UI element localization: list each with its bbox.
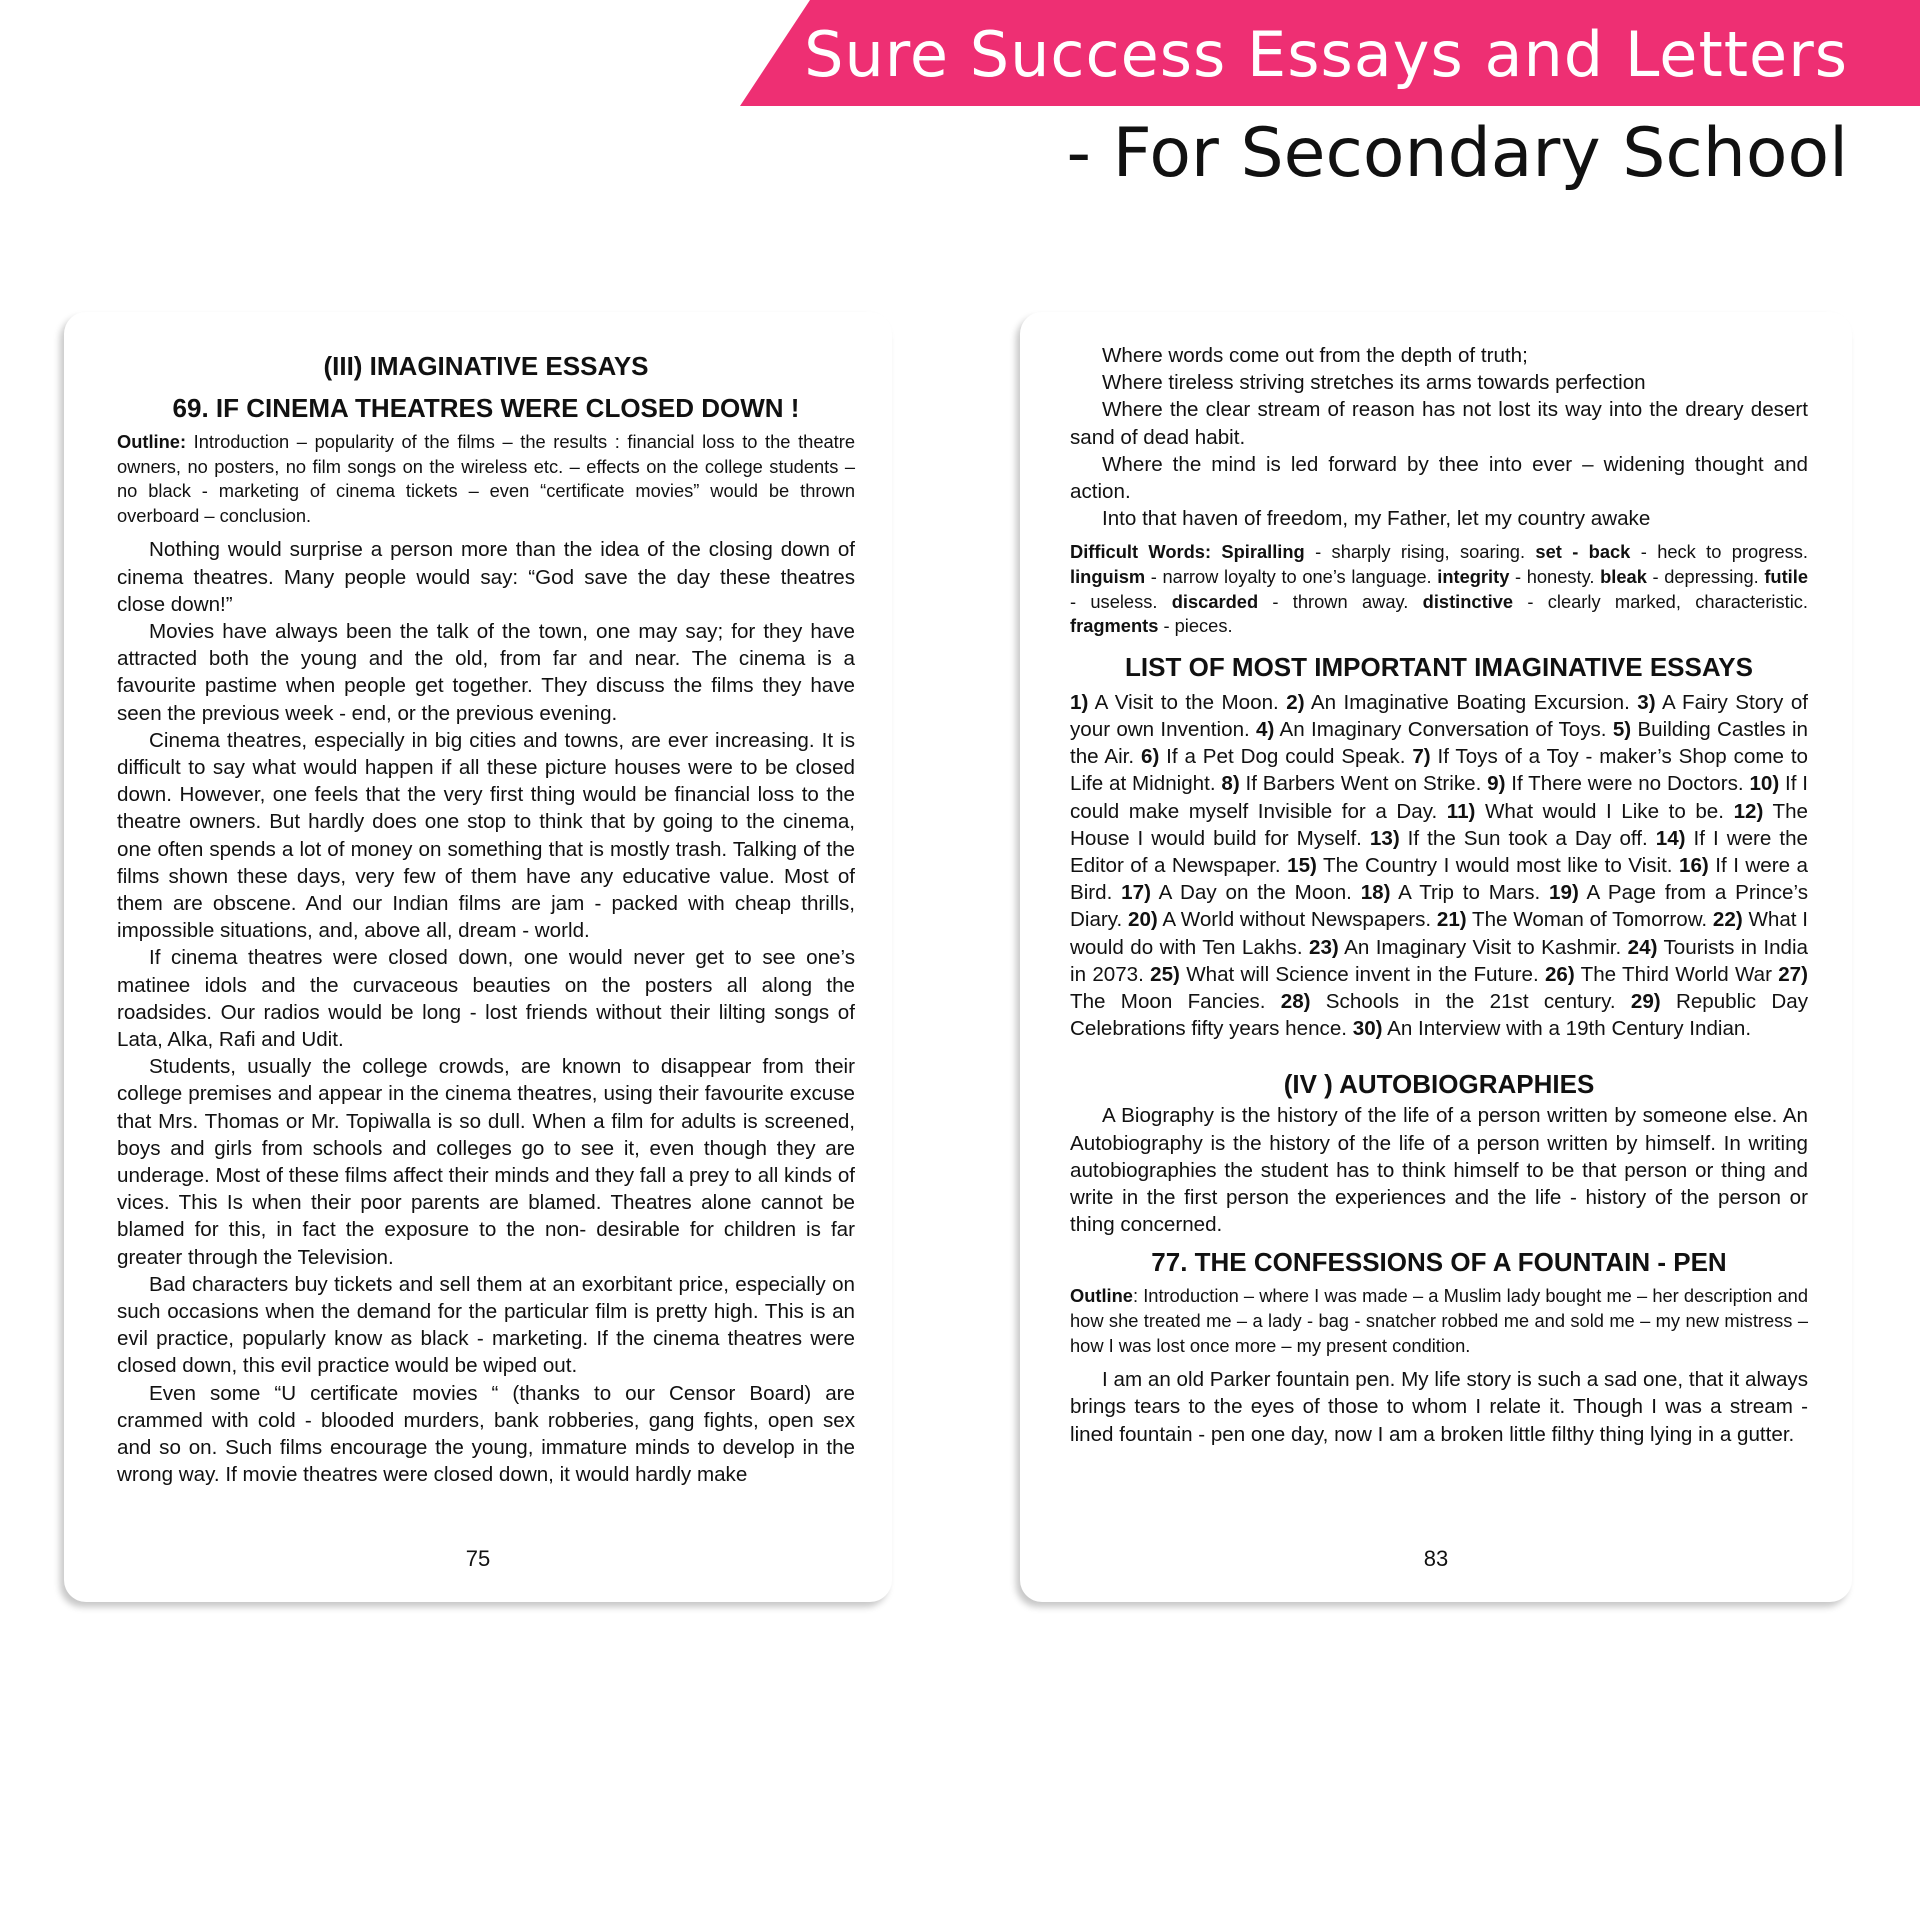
list-item: The Third World War bbox=[1574, 962, 1779, 986]
list-item: If Barbers Went on Strike. bbox=[1239, 772, 1488, 796]
list-item: Building Castles in the Air. bbox=[1070, 718, 1809, 769]
list-number: 2) bbox=[1286, 690, 1305, 714]
list-item: If There were no Doctors. bbox=[1505, 772, 1750, 796]
list-item: An Imaginative Boating Excursion. bbox=[1304, 690, 1638, 714]
right-page bbox=[1020, 312, 1852, 1602]
list-number: 24) bbox=[1627, 935, 1658, 959]
list-item: What would I Like to be. bbox=[1475, 799, 1734, 823]
list-number: 23) bbox=[1309, 935, 1339, 959]
difficult-word-meaning: - clearly marked, characteristic. bbox=[1513, 590, 1808, 612]
left-page-content bbox=[117, 342, 855, 1488]
difficult-word-meaning: - sharply rising, soaring. bbox=[1304, 541, 1536, 563]
list-number: 21) bbox=[1436, 908, 1467, 932]
list-number: 28) bbox=[1280, 990, 1311, 1014]
essay-title: 77. THE CONFESSIONS OF A FOUNTAIN - PEN bbox=[1151, 1247, 1727, 1278]
list-item: If a Pet Dog could Speak. bbox=[1159, 745, 1413, 769]
list-number: 22) bbox=[1712, 908, 1743, 932]
outline-label: Outline bbox=[1070, 1285, 1133, 1307]
list-item: An Imaginary Conversation of Toys. bbox=[1274, 718, 1613, 741]
difficult-word-meaning: - honesty. bbox=[1509, 566, 1601, 588]
list-item: An Interview with a 19th Century Indian. bbox=[1382, 1017, 1752, 1041]
paragraph: Cinema theatres, especially in big cities and towns, are ever increasing. It is difficult to say what would happen if all these picture houses were to be closed down. However, one feels that the very first thing would be financial loss to the theatre owners. But hardly does one stop to think that by going to the cinema, one often spends a lot of money on something that is mostly trash. Talking of the films shown these days, very few of them have any educative value. Most of them are obscene. And our Indian films are jam - packed with cheap thrills, impossible situations, and, above all, dream - world. bbox=[117, 728, 855, 943]
list-number: 30) bbox=[1352, 1017, 1383, 1041]
list-item: A Day on the Moon. bbox=[1150, 881, 1361, 905]
difficult-word: linguism bbox=[1070, 566, 1146, 588]
list-number: 5) bbox=[1612, 718, 1632, 741]
difficult-word: fragments bbox=[1070, 615, 1159, 637]
poem-line: Where tireless striving stretches its arms towards perfection bbox=[1102, 371, 1646, 395]
list-number: 19) bbox=[1549, 881, 1579, 905]
list-item: A Trip to Mars. bbox=[1390, 881, 1550, 905]
paragraph: A Biography is the history of the life of a person written by someone else. An Autobiography is the history of the life of a person written by himself. In writing autobiographies the student has to think himself to be that person or thing and write in the first person the experiences and the life - history of the person or thing concerned. bbox=[1070, 1104, 1808, 1237]
list-item: If I were the Editor of a Newspaper. bbox=[1070, 826, 1808, 878]
poem-line: Where words come out from the depth of truth; bbox=[1102, 344, 1528, 367]
left-page bbox=[64, 312, 892, 1602]
list-number: 11) bbox=[1446, 799, 1476, 823]
poem-line: Into that haven of freedom, my Father, let my country awake bbox=[1102, 507, 1651, 531]
list-item: The Moon Fancies. bbox=[1070, 990, 1281, 1014]
list-item: The Country I would most like to Visit. bbox=[1316, 854, 1680, 878]
list-item: The Woman of Tomorrow. bbox=[1466, 908, 1713, 932]
paragraph: Nothing would surprise a person more than the idea of the closing down of cinema theatres. Many people would say: “God save the day these theatres close down!” bbox=[117, 538, 855, 616]
list-number: 18) bbox=[1360, 881, 1391, 905]
list-heading: LIST OF MOST IMPORTANT IMAGINATIVE ESSAYS bbox=[1125, 651, 1753, 682]
outline-label: Outline: bbox=[117, 431, 187, 452]
list-number: 26) bbox=[1544, 962, 1575, 986]
list-item: Republic Day Celebrations fifty years hence. bbox=[1070, 990, 1808, 1041]
list-number: 4) bbox=[1256, 718, 1275, 741]
list-number: 17) bbox=[1121, 881, 1151, 905]
page-number: 83 bbox=[1423, 1546, 1449, 1571]
list-number: 7) bbox=[1412, 745, 1431, 769]
difficult-word: bleak bbox=[1600, 566, 1647, 588]
paragraph: Students, usually the college crowds, are known to disappear from their college premises and appear in the cinema theatres, using their favourite excuse that Mrs. Thomas or Mr. Topiwalla is so dull. When a film for adults is screened, boys and girls from schools and colleges go to see it, even though they are underage. Most of these films affect their minds and they fall a prey to all kinds of vices. This Is when their poor parents are blamed. Theatres alone cannot be blamed for this, in fact the exposure to the non- desirable for children is far greater through the Television. bbox=[117, 1055, 855, 1269]
list-item: A World without Newspapers. bbox=[1157, 908, 1437, 932]
list-item: What I would do with Ten Lakhs. bbox=[1070, 908, 1808, 959]
list-number: 1) bbox=[1070, 690, 1089, 714]
difficult-word-meaning: - narrow loyalty to one’s language. bbox=[1145, 566, 1438, 588]
list-number: 9) bbox=[1487, 772, 1506, 796]
difficult-word-meaning: - thrown away. bbox=[1258, 590, 1423, 612]
page-number: 75 bbox=[465, 1546, 491, 1571]
paragraph: I am an old Parker fountain pen. My life story is such a sad one, that it always brings tears to the eyes of those to whom I relate it. Though I was a stream - lined fountain - pen one day, now I am a broken little filthy thing lying in a gutter. bbox=[1070, 1368, 1808, 1446]
difficult-word: futile bbox=[1764, 566, 1809, 588]
list-number: 8) bbox=[1221, 772, 1240, 796]
list-item: A Fairy Story of your own Invention. bbox=[1070, 690, 1808, 741]
list-number: 10) bbox=[1749, 772, 1780, 796]
list-number: 3) bbox=[1637, 690, 1656, 714]
list-number: 16) bbox=[1679, 854, 1709, 878]
difficult-word-meaning: - pieces. bbox=[1158, 615, 1233, 637]
paragraph: If cinema theatres were closed down, one would never get to see one’s matinee idols and the curvaceous beauties on the posters all along the roadsides. Our radios would be long - lost friends without their lilting songs of Lata, Alka, Rafi and Udit. bbox=[117, 946, 855, 1052]
list-item: A Visit to the Moon. bbox=[1088, 690, 1287, 714]
list-item: Schools in the 21st century. bbox=[1310, 990, 1631, 1014]
list-number: 13) bbox=[1369, 826, 1400, 850]
book-title: Sure Success Essays and Letters bbox=[804, 18, 1848, 91]
difficult-word: Difficult Words: Spiralling bbox=[1070, 541, 1305, 563]
list-number: 27) bbox=[1778, 962, 1808, 986]
poem-line: Where the mind is led forward by thee into ever – widening thought and action. bbox=[1070, 452, 1808, 504]
list-number: 15) bbox=[1287, 854, 1317, 878]
difficult-word: distinctive bbox=[1422, 590, 1514, 612]
list-item: Tourists in India in 2073. bbox=[1070, 935, 1808, 986]
difficult-word: discarded bbox=[1171, 590, 1259, 612]
autobiographies-heading: (IV ) AUTOBIOGRAPHIES bbox=[1283, 1069, 1595, 1100]
poem-line: Where the clear stream of reason has not lost its way into the dreary desert sand of dead habit. bbox=[1070, 398, 1808, 449]
list-number: 6) bbox=[1140, 745, 1160, 769]
difficult-word-meaning: - heck to progress. bbox=[1630, 541, 1809, 563]
difficult-word: integrity bbox=[1437, 566, 1510, 588]
essay-list bbox=[1070, 689, 1808, 1043]
section-heading: (III) IMAGINATIVE ESSAYS bbox=[323, 351, 649, 381]
list-number: 12) bbox=[1733, 799, 1764, 823]
list-number: 20) bbox=[1128, 908, 1158, 932]
paragraph: Movies have always been the talk of the town, one may say; for they have attracted both the young and the old, from far and near. The cinema is a favourite pastime when people get together. They discuss the films they have seen the previous week - end, or the previous evening. bbox=[117, 619, 855, 725]
list-number: 29) bbox=[1630, 990, 1661, 1014]
list-item: If the Sun took a Day off. bbox=[1399, 826, 1656, 850]
list-number: 14) bbox=[1655, 826, 1686, 850]
outline-text: : Introduction – where I was made – a Muslim lady bought me – her description and how she treated me – a lady - bag - snatcher robbed me and sold me – my new mistress – how I was lost once more – my present condition. bbox=[1070, 1285, 1808, 1356]
book-subtitle: - For Secondary School bbox=[1066, 114, 1848, 193]
paragraph: Even some “U certificate movies “ (thanks to our Censor Board) are crammed with cold - blooded murders, bank robberies, gang fights, open sex and so on. Such films encourage the young, immature minds to develop in the wrong way. If movie theatres were closed down, it would hardly make bbox=[117, 1381, 855, 1487]
list-item: An Imaginary Visit to Kashmir. bbox=[1338, 935, 1628, 959]
paragraph: Bad characters buy tickets and sell them at an exorbitant price, especially on such occasions when the demand for the particular film is pretty high. This is an evil practice, popularly know as black - marketing. If the cinema theatres were closed down, this evil practice would be wiped out. bbox=[117, 1272, 855, 1378]
difficult-word-meaning: - useless. bbox=[1070, 590, 1172, 612]
list-item: If I could make myself Invisible for a Day. bbox=[1070, 772, 1809, 823]
essay-title: 69. IF CINEMA THEATRES WERE CLOSED DOWN ! bbox=[172, 393, 800, 423]
difficult-words bbox=[1070, 540, 1808, 638]
list-item: If Toys of a Toy - maker’s Shop come to Life at Midnight. bbox=[1070, 745, 1808, 796]
list-number: 25) bbox=[1150, 962, 1180, 986]
difficult-word-meaning: - depressing. bbox=[1646, 566, 1765, 588]
list-item: If I were a Bird. bbox=[1070, 854, 1808, 905]
essay-outline bbox=[117, 430, 855, 528]
list-item: What will Science invent in the Future. bbox=[1179, 962, 1545, 986]
outline-text: Introduction – popularity of the films – the results : financial loss to the theatre owners, no posters, no film songs on the wireless etc. – effects on the college students – no black - marketing of cinema tickets – even “certificate movies” would be thrown overboard – conclusion. bbox=[117, 431, 855, 526]
essay-outline bbox=[1070, 1284, 1808, 1358]
list-item: A Page from a Prince’s Diary. bbox=[1070, 881, 1808, 932]
difficult-word: set - back bbox=[1535, 541, 1631, 563]
list-item: The House I would build for Myself. bbox=[1070, 799, 1809, 850]
right-page-content bbox=[1070, 342, 1808, 1448]
